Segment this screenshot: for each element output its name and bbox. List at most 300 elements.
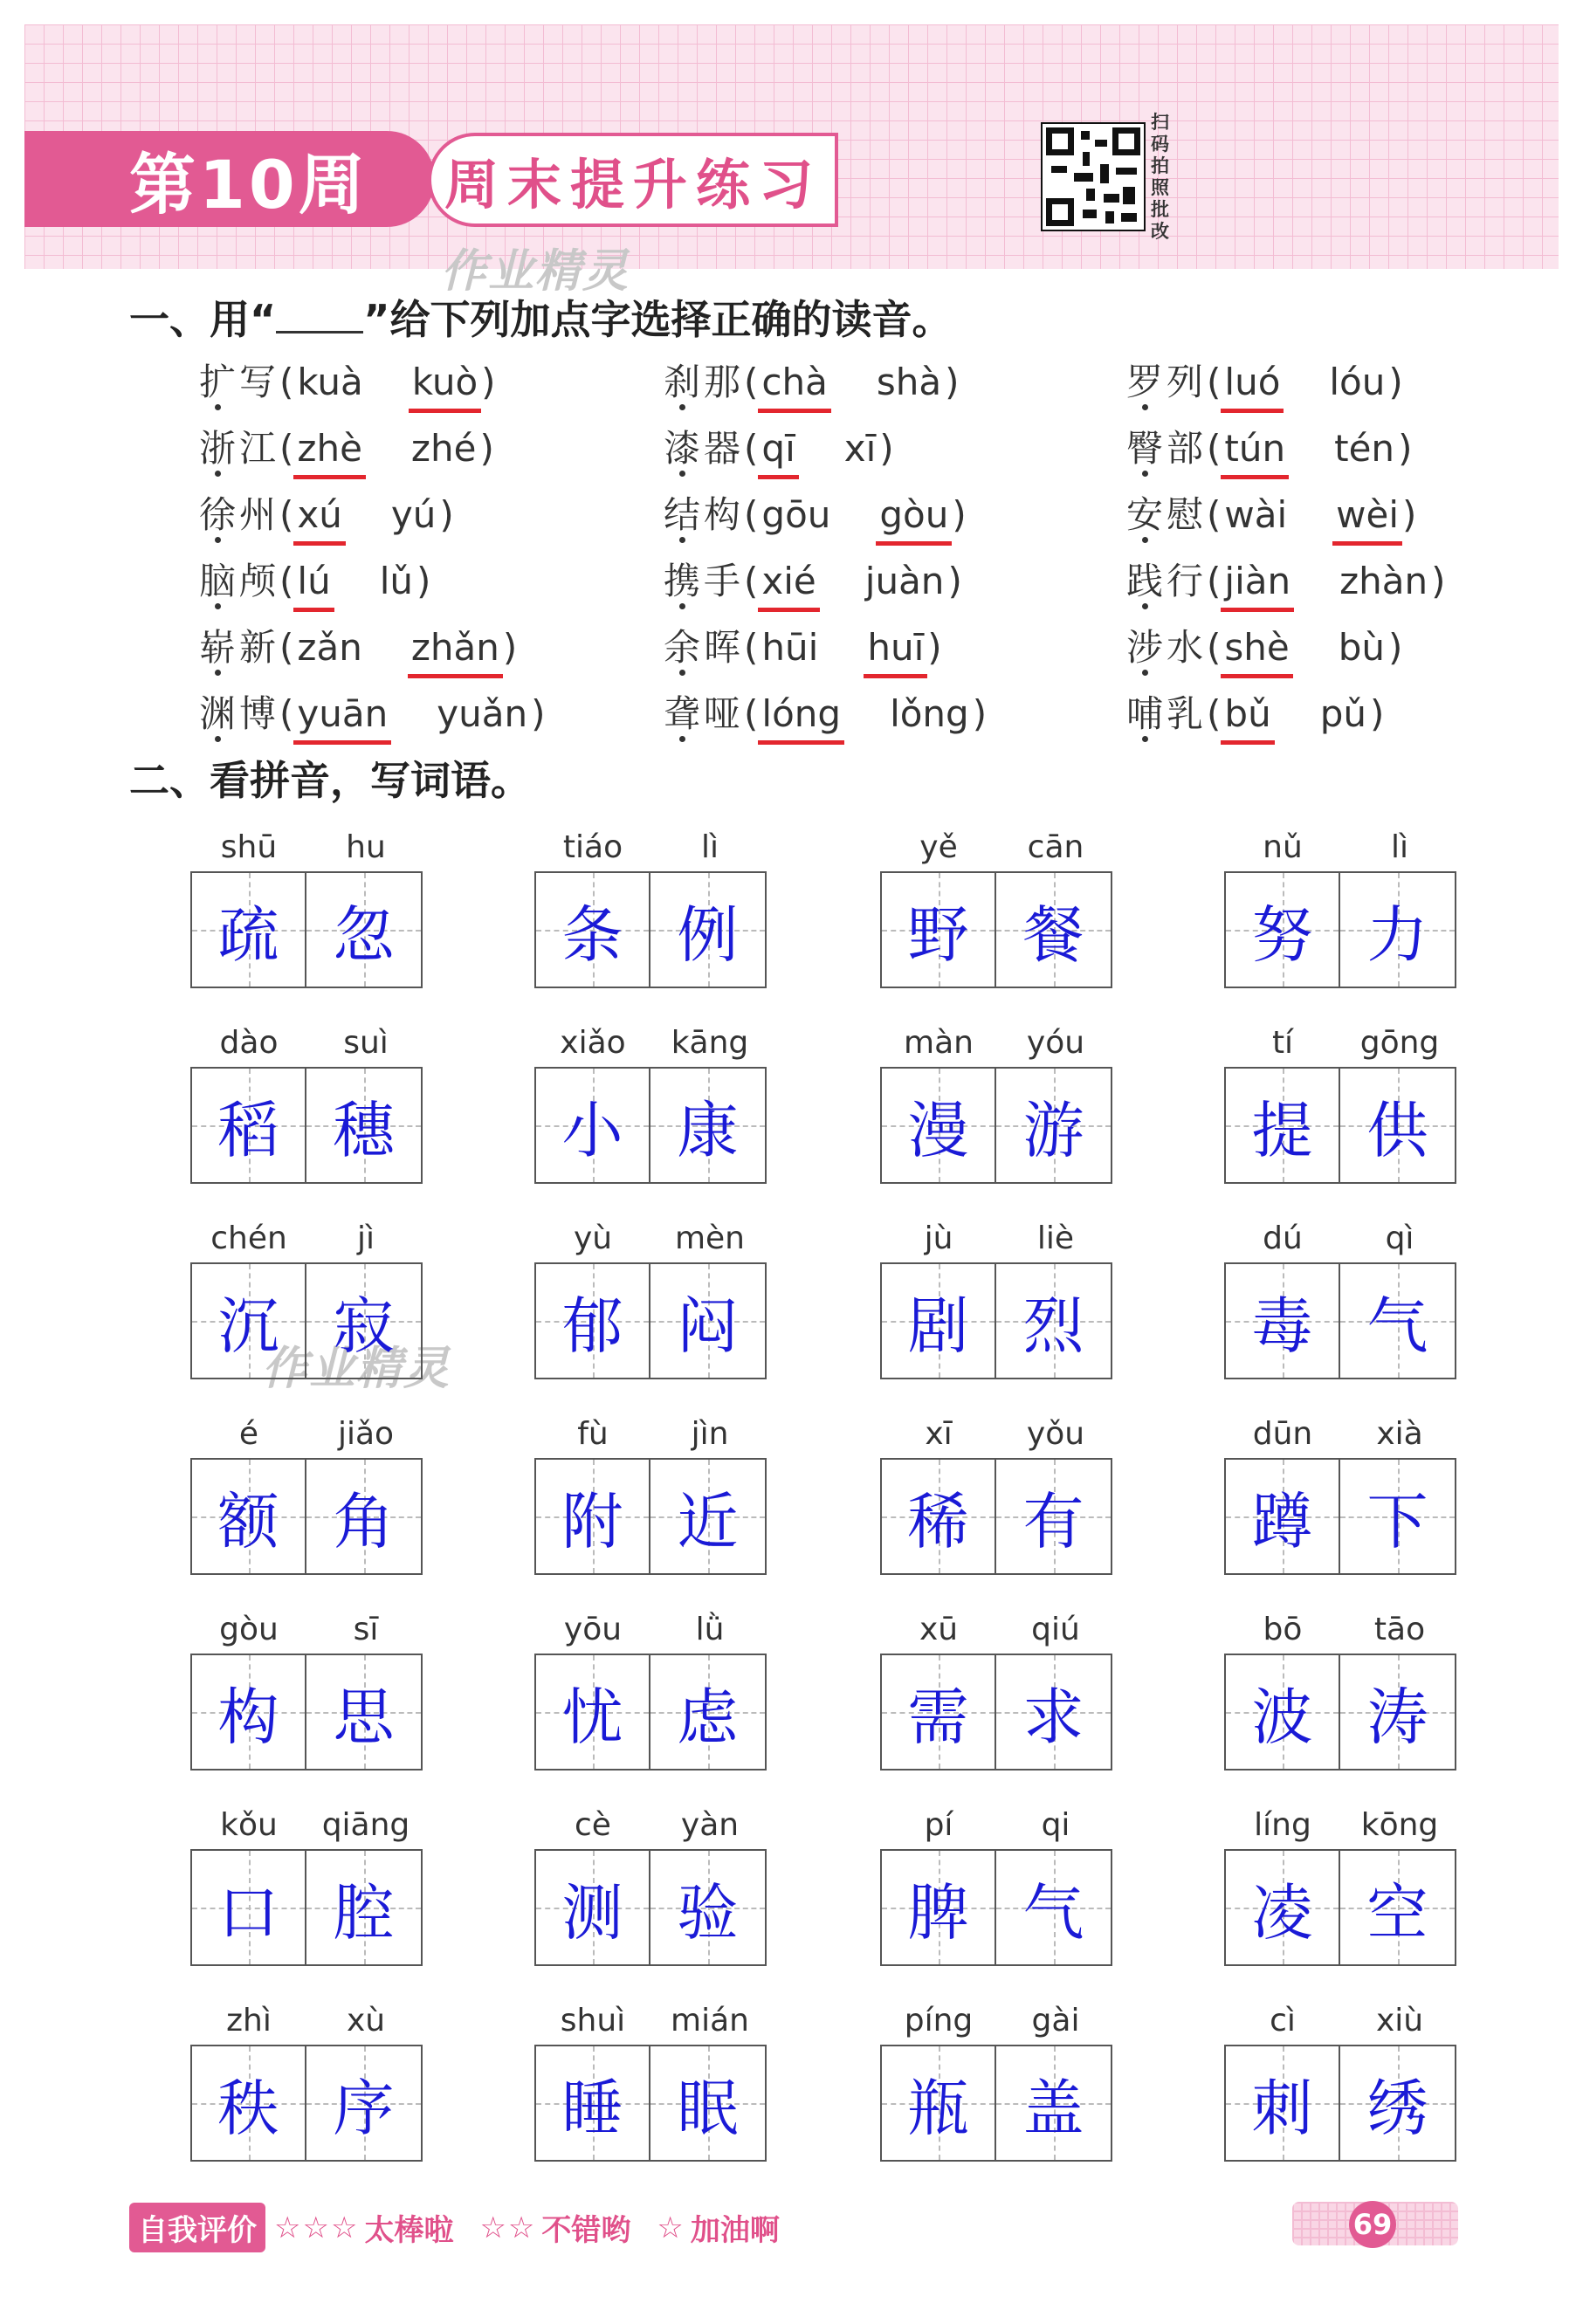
- character: 刺: [1251, 2072, 1313, 2144]
- character: 寂: [333, 1289, 395, 1362]
- pinyin: jìn: [691, 1416, 729, 1452]
- character-box[interactable]: [650, 1069, 765, 1182]
- word-pair: [880, 1612, 1114, 1760]
- tian-grid: [880, 1458, 1112, 1575]
- word-pair: [190, 829, 424, 978]
- word-pair: [880, 829, 1114, 978]
- word-pair: [1224, 1220, 1458, 1369]
- emphasis-dot: [679, 603, 685, 609]
- tian-grid: [1224, 1849, 1456, 1966]
- pinyin: líng: [1254, 1807, 1311, 1843]
- tian-grid: [880, 871, 1112, 988]
- word: 结构: [664, 493, 745, 536]
- character: 稻: [217, 1094, 279, 1166]
- character-box[interactable]: [536, 1460, 650, 1573]
- pinyin-option-b[interactable]: pǔ: [1319, 692, 1366, 735]
- word-pair: [1224, 829, 1458, 978]
- pinyin-option-b[interactable]: bù: [1338, 626, 1386, 669]
- character: 忽: [333, 898, 395, 971]
- character-box[interactable]: [536, 2046, 650, 2160]
- tian-grid: [534, 2045, 767, 2162]
- tian-grid: [1224, 871, 1456, 988]
- pinyin: gòu: [219, 1612, 279, 1647]
- character: 验: [677, 1876, 739, 1949]
- character: 附: [561, 1485, 623, 1557]
- word: 臀部: [1126, 427, 1208, 470]
- character-box[interactable]: [1340, 1851, 1455, 1964]
- character-box[interactable]: [306, 1460, 421, 1573]
- emphasis-dot: [1142, 736, 1148, 742]
- word-pair: [534, 829, 768, 978]
- character: 毒: [1251, 1289, 1313, 1362]
- word: 崭新: [199, 626, 280, 669]
- character-box[interactable]: [1226, 1264, 1340, 1378]
- emphasis-dot: [215, 603, 221, 609]
- character-box[interactable]: [1226, 1460, 1340, 1573]
- character: 例: [677, 898, 739, 971]
- section2-heading: 二、看拼音，写词语。: [129, 757, 531, 804]
- pinyin: gài: [1031, 2003, 1080, 2039]
- pinyin: tiáo: [562, 829, 623, 865]
- character-box[interactable]: [192, 1069, 306, 1182]
- pinyin-option-a[interactable]: zǎn: [297, 626, 362, 669]
- pinyin: dūn: [1252, 1416, 1313, 1452]
- pinyin-option-b[interactable]: lǒng: [890, 692, 969, 735]
- emphasis-dot: [679, 537, 685, 543]
- character-box[interactable]: [1226, 1851, 1340, 1964]
- pinyin-option-b[interactable]: xī: [843, 427, 877, 470]
- pinyin-option-a[interactable]: xié: [758, 560, 819, 612]
- word: 脑颅: [199, 560, 280, 602]
- tian-grid: [534, 1654, 767, 1771]
- word-pair: [534, 1220, 768, 1369]
- pinyin: màn: [904, 1025, 974, 1061]
- character: 盖: [1022, 2072, 1084, 2144]
- character: 沉: [217, 1289, 279, 1362]
- watermark: 作业精灵: [441, 245, 630, 298]
- pinyin-option-a[interactable]: hūi: [761, 626, 819, 669]
- character-box[interactable]: [1226, 1069, 1340, 1182]
- character: 穗: [333, 1094, 395, 1166]
- pinyin: xià: [1376, 1416, 1423, 1452]
- word-pair: [534, 2003, 768, 2151]
- character-box[interactable]: [192, 1460, 306, 1573]
- character: 腔: [333, 1876, 395, 1949]
- character: 烈: [1022, 1289, 1084, 1362]
- character-box[interactable]: [306, 1851, 421, 1964]
- character: 蹲: [1251, 1485, 1313, 1557]
- character-box[interactable]: [882, 1851, 996, 1964]
- character-box[interactable]: [536, 873, 650, 987]
- pinyin: qiú: [1031, 1612, 1080, 1647]
- character: 测: [561, 1876, 623, 1949]
- tian-grid: [880, 1849, 1112, 1966]
- pinyin-option-a[interactable]: zhè: [293, 427, 366, 479]
- character-box[interactable]: [1340, 1069, 1455, 1182]
- emphasis-dot: [215, 471, 221, 477]
- pinyin: é: [238, 1416, 259, 1452]
- pronunciation-item: 浙江(zhè zhé): [199, 420, 494, 472]
- pinyin: kōng: [1360, 1807, 1439, 1843]
- emphasis-dot: [1142, 471, 1148, 477]
- pronunciation-item: 结构(gōu gòu): [664, 486, 967, 539]
- pinyin-option-a[interactable]: bǔ: [1221, 692, 1274, 745]
- pinyin-option-b[interactable]: zhǎn: [408, 626, 503, 678]
- pronunciation-item: 安慰(wài wèi): [1126, 486, 1416, 539]
- word-pair: [1224, 1416, 1458, 1564]
- section1-heading: 一、用“ ”给下列加点字选择正确的读音。: [129, 296, 953, 343]
- character-box[interactable]: [882, 2046, 996, 2160]
- pronunciation-item: 践行(jiàn zhàn): [1126, 553, 1446, 605]
- character-box[interactable]: [536, 1851, 650, 1964]
- pinyin-option-a[interactable]: jiàn: [1221, 560, 1294, 612]
- pinyin: shuì: [560, 2003, 626, 2039]
- pinyin-option-b[interactable]: lǔ: [379, 560, 413, 602]
- character: 空: [1366, 1876, 1428, 1949]
- pinyin: píng: [904, 2003, 974, 2039]
- pinyin-option-b[interactable]: lóu: [1329, 361, 1386, 403]
- tian-grid: [190, 871, 423, 988]
- tian-grid: [880, 1067, 1112, 1184]
- character-box[interactable]: [1226, 873, 1340, 987]
- character-box[interactable]: [192, 2046, 306, 2160]
- pinyin-option-b[interactable]: zhé: [410, 427, 477, 470]
- character: 需: [907, 1681, 969, 1753]
- character: 稀: [907, 1485, 969, 1557]
- character-box[interactable]: [306, 873, 421, 987]
- word-pair: [190, 1807, 424, 1956]
- character: 序: [333, 2072, 395, 2144]
- pinyin: bō: [1263, 1612, 1303, 1647]
- character-box[interactable]: [650, 1460, 765, 1573]
- word: 携手: [664, 560, 745, 602]
- character-box[interactable]: [192, 1264, 306, 1378]
- emphasis-dot: [679, 471, 685, 477]
- word: 刹那: [664, 361, 745, 403]
- character: 康: [677, 1094, 739, 1166]
- pronunciation-item: 罗列(luó lóu): [1126, 354, 1403, 406]
- word-pair: [190, 1416, 424, 1564]
- emphasis-dot: [1142, 537, 1148, 543]
- character-box[interactable]: [996, 1851, 1111, 1964]
- tian-grid: [880, 2045, 1112, 2162]
- character-box[interactable]: [192, 1851, 306, 1964]
- character-box[interactable]: [650, 1655, 765, 1769]
- pinyin-option-a[interactable]: lú: [293, 560, 334, 612]
- tian-grid: [190, 1067, 423, 1184]
- character: 忧: [561, 1681, 623, 1753]
- pinyin: jì: [356, 1220, 375, 1256]
- emphasis-dot: [679, 736, 685, 742]
- pronunciation-item: 漆器(qī xī): [664, 420, 894, 472]
- word-pair: [1224, 2003, 1458, 2151]
- tian-grid: [534, 871, 767, 988]
- character-box[interactable]: [306, 1655, 421, 1769]
- pinyin: yàn: [680, 1807, 740, 1843]
- pronunciation-item: 涉水(shè bù): [1126, 619, 1402, 671]
- character-box[interactable]: [650, 1264, 765, 1378]
- pinyin: xū: [919, 1612, 959, 1647]
- tian-grid: [880, 1262, 1112, 1379]
- character: 凌: [1251, 1876, 1313, 1949]
- pinyin-option-b[interactable]: wèi: [1332, 493, 1402, 546]
- word-pair: [880, 1220, 1114, 1369]
- pinyin-option-a[interactable]: lóng: [758, 692, 844, 745]
- word-pair: [190, 1612, 424, 1760]
- character: 虑: [677, 1681, 739, 1753]
- pinyin: kāng: [671, 1025, 749, 1061]
- watermark: 作业精灵: [262, 1343, 451, 1395]
- pinyin-option-b[interactable]: gòu: [876, 493, 952, 546]
- character-box[interactable]: [996, 2046, 1111, 2160]
- tian-grid: [190, 1458, 423, 1575]
- character: 瓶: [907, 2072, 969, 2144]
- qr-instruction: 扫 码 拍 照 批 改: [1151, 112, 1169, 242]
- pronunciation-item: 聋哑(lóng lǒng): [664, 685, 987, 738]
- pinyin: yě: [919, 829, 958, 865]
- character-box[interactable]: [1340, 873, 1455, 987]
- character: 漫: [907, 1094, 969, 1166]
- pinyin-option-b[interactable]: kuò: [409, 361, 481, 413]
- word: 践行: [1126, 560, 1208, 602]
- great-label: 太棒啦: [364, 2213, 454, 2248]
- tian-grid: [190, 1654, 423, 1771]
- emphasis-dot: [1142, 670, 1148, 676]
- emphasis-dot: [679, 670, 685, 676]
- character-box[interactable]: [306, 1069, 421, 1182]
- word-pair: [880, 1025, 1114, 1173]
- word-pair: [190, 2003, 424, 2151]
- pinyin-option-b[interactable]: yú: [390, 493, 437, 536]
- qr-code-icon[interactable]: [1041, 122, 1146, 231]
- character-box[interactable]: [650, 1851, 765, 1964]
- pinyin-option-a[interactable]: tún: [1221, 427, 1289, 479]
- character-box[interactable]: [650, 873, 765, 987]
- tian-grid: [534, 1067, 767, 1184]
- character: 角: [333, 1485, 395, 1557]
- pinyin: mián: [671, 2003, 749, 2039]
- emphasis-dot: [215, 404, 221, 410]
- pinyin-option-b[interactable]: zhàn: [1339, 560, 1428, 602]
- character-box[interactable]: [882, 1069, 996, 1182]
- character: 餐: [1022, 898, 1084, 971]
- character: 额: [217, 1485, 279, 1557]
- pronunciation-item: 余晖(hūi huī): [664, 619, 942, 671]
- character: 气: [1022, 1876, 1084, 1949]
- pinyin: pí: [924, 1807, 953, 1843]
- pinyin: lì: [1390, 829, 1408, 865]
- word-pair: [190, 1220, 424, 1369]
- character: 供: [1366, 1094, 1428, 1166]
- character-box[interactable]: [1226, 2046, 1340, 2160]
- character-box[interactable]: [536, 1655, 650, 1769]
- pinyin: xiù: [1375, 2003, 1424, 2039]
- pinyin: yōu: [563, 1612, 623, 1647]
- pronunciation-item: 臀部(tún tén): [1126, 420, 1412, 472]
- character: 眠: [677, 2072, 739, 2144]
- pinyin-option-a[interactable]: qī: [758, 427, 798, 479]
- emphasis-dot: [1142, 404, 1148, 410]
- character-box[interactable]: [1340, 1655, 1455, 1769]
- self-eval-label: 自我评价: [129, 2203, 265, 2252]
- emphasis-dot: [215, 537, 221, 543]
- pinyin: hu: [346, 829, 386, 865]
- pinyin-option-a[interactable]: yuān: [293, 692, 391, 745]
- character: 构: [217, 1681, 279, 1753]
- word: 哺乳: [1126, 692, 1208, 735]
- character-box[interactable]: [650, 2046, 765, 2160]
- emphasis-dot: [215, 670, 221, 676]
- pronunciation-item: 携手(xié juàn): [664, 553, 962, 605]
- character-box[interactable]: [1340, 1264, 1455, 1378]
- character-box[interactable]: [996, 1069, 1111, 1182]
- pinyin: xiǎo: [560, 1025, 626, 1061]
- word: 徐州: [199, 493, 280, 536]
- pinyin: qiāng: [321, 1807, 410, 1843]
- pinyin: dú: [1263, 1220, 1303, 1256]
- tian-grid: [534, 1849, 767, 1966]
- pinyin: suì: [343, 1025, 389, 1061]
- pinyin: fù: [577, 1416, 609, 1452]
- three-star-icon[interactable]: ☆☆☆: [274, 2210, 360, 2245]
- character: 睡: [561, 2072, 623, 2144]
- tian-grid: [1224, 2045, 1456, 2162]
- pronunciation-item: 扩写(kuà kuò): [199, 354, 496, 406]
- pinyin: shū: [220, 829, 278, 865]
- character: 小: [561, 1094, 623, 1166]
- character: 秩: [217, 2072, 279, 2144]
- character: 绣: [1366, 2072, 1428, 2144]
- character: 努: [1251, 898, 1313, 971]
- pinyin-option-a[interactable]: gōu: [761, 493, 831, 536]
- pinyin-option-b[interactable]: tén: [1334, 427, 1395, 470]
- character: 郁: [561, 1289, 623, 1362]
- pinyin: cè: [575, 1807, 611, 1843]
- pinyin: chén: [210, 1220, 287, 1256]
- word-pair: [534, 1612, 768, 1760]
- good-label: 不错哟: [541, 2213, 631, 2248]
- pinyin: qi: [1041, 1807, 1070, 1843]
- word: 扩写: [199, 361, 280, 403]
- word-pair: [534, 1025, 768, 1173]
- pinyin-option-a[interactable]: shè: [1221, 626, 1292, 678]
- character-box[interactable]: [882, 873, 996, 987]
- week-label: 第10周: [24, 131, 435, 227]
- emphasis-dot: [1142, 603, 1148, 609]
- character-box[interactable]: [192, 873, 306, 987]
- character-box[interactable]: [306, 1264, 421, 1378]
- word: 涉水: [1126, 626, 1208, 669]
- character: 涛: [1366, 1681, 1428, 1753]
- word-pair: [1224, 1025, 1458, 1173]
- pinyin: yóu: [1026, 1025, 1085, 1061]
- character: 下: [1366, 1485, 1428, 1557]
- pinyin: xù: [346, 2003, 386, 2039]
- pronunciation-item: 崭新(zǎn zhǎn): [199, 619, 517, 671]
- pinyin-option-a[interactable]: luó: [1221, 361, 1284, 413]
- word-pair: [880, 2003, 1114, 2151]
- character-box[interactable]: [882, 1460, 996, 1573]
- tian-grid: [190, 1262, 423, 1379]
- character-box[interactable]: [536, 1264, 650, 1378]
- pinyin: gōng: [1359, 1025, 1440, 1061]
- character: 闷: [677, 1289, 739, 1362]
- pinyin: jù: [924, 1220, 953, 1256]
- character: 剧: [907, 1289, 969, 1362]
- word-pair: [534, 1416, 768, 1564]
- character: 疏: [217, 898, 279, 971]
- one-star-icon[interactable]: ☆: [657, 2210, 685, 2245]
- answer-blank: [276, 296, 363, 333]
- character-box[interactable]: [1340, 2046, 1455, 2160]
- character-box[interactable]: [1340, 1460, 1455, 1573]
- emphasis-dot: [679, 404, 685, 410]
- character: 近: [677, 1485, 739, 1557]
- pinyin: qì: [1385, 1220, 1414, 1256]
- word: 漆器: [664, 427, 745, 470]
- character-box[interactable]: [306, 2046, 421, 2160]
- character: 波: [1251, 1681, 1313, 1753]
- pinyin: liè: [1036, 1220, 1075, 1256]
- emphasis-dot: [215, 736, 221, 742]
- pinyin-option-a[interactable]: xú: [293, 493, 345, 546]
- word: 余晖: [664, 626, 745, 669]
- character-box[interactable]: [996, 1655, 1111, 1769]
- pinyin-option-b[interactable]: juàn: [864, 560, 945, 602]
- pinyin: sī: [353, 1612, 379, 1647]
- page-title: 周末提升练习: [428, 133, 838, 227]
- word-pair: [880, 1416, 1114, 1564]
- character-box[interactable]: [882, 1264, 996, 1378]
- pinyin-option-b[interactable]: yuǎn: [437, 692, 528, 735]
- character-box[interactable]: [996, 873, 1111, 987]
- character: 游: [1022, 1094, 1084, 1166]
- pinyin-option-b[interactable]: huī: [864, 626, 927, 678]
- tian-grid: [534, 1458, 767, 1575]
- character: 条: [561, 898, 623, 971]
- character: 气: [1366, 1289, 1428, 1362]
- character-box[interactable]: [996, 1460, 1111, 1573]
- pronunciation-item: 刹那(chà shà): [664, 354, 960, 406]
- pinyin-option-b[interactable]: shà: [876, 361, 942, 403]
- character: 力: [1366, 898, 1428, 971]
- pronunciation-item: 渊博(yuān yuǎn): [199, 685, 545, 738]
- character-box[interactable]: [1226, 1655, 1340, 1769]
- pinyin: jiǎo: [337, 1416, 395, 1452]
- pinyin: xī: [925, 1416, 953, 1452]
- word-pair: [880, 1807, 1114, 1956]
- pinyin-option-a[interactable]: chà: [758, 361, 830, 413]
- pronunciation-item: 脑颅(lú lǔ): [199, 553, 430, 605]
- pinyin-option-a[interactable]: wài: [1224, 493, 1288, 536]
- word: 安慰: [1126, 493, 1208, 536]
- character-box[interactable]: [996, 1264, 1111, 1378]
- character: 提: [1251, 1094, 1313, 1166]
- two-star-icon[interactable]: ☆☆: [479, 2210, 537, 2245]
- word: 渊博: [199, 692, 280, 735]
- character: 有: [1022, 1485, 1084, 1557]
- pinyin: lì: [700, 829, 719, 865]
- pinyin-option-a[interactable]: kuà: [297, 361, 363, 403]
- tian-grid: [190, 2045, 423, 2162]
- tian-grid: [1224, 1067, 1456, 1184]
- word-pair: [190, 1025, 424, 1173]
- character-box[interactable]: [536, 1069, 650, 1182]
- character-box[interactable]: [192, 1655, 306, 1769]
- ok-label: 加油啊: [690, 2213, 780, 2248]
- tian-grid: [190, 1849, 423, 1966]
- character-box[interactable]: [882, 1655, 996, 1769]
